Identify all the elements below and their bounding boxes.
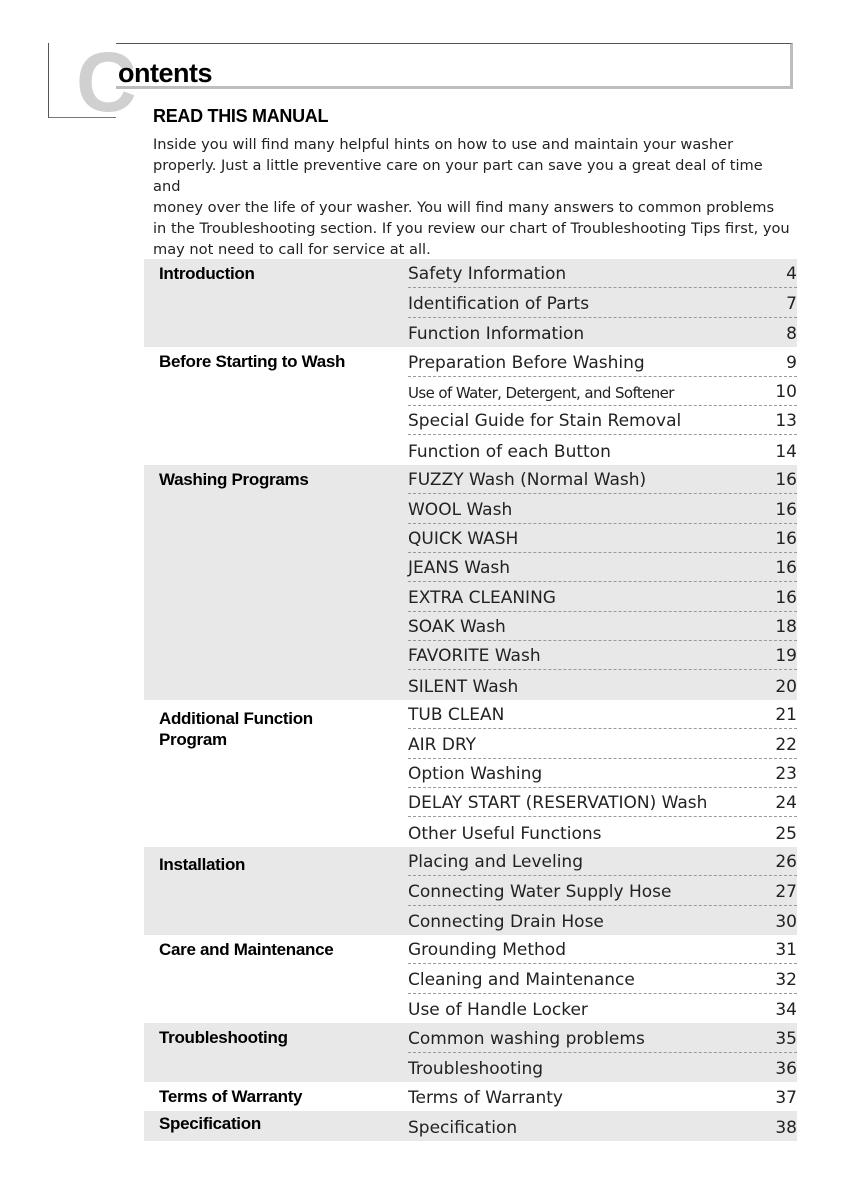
toc-section-title: Before Starting to Wash — [159, 352, 346, 372]
toc-entry-label: Safety Information — [408, 264, 567, 285]
paragraph-line: in the Troubleshooting section. If you review our chart of Troubleshooting Tips first, you — [153, 220, 790, 237]
toc-entry-page-number: 31 — [775, 940, 797, 961]
toc-section-title: Terms of Warranty — [159, 1086, 303, 1106]
toc-entry[interactable] — [408, 288, 797, 317]
toc-entry-page-number: 36 — [775, 1058, 797, 1079]
toc-entry-page-number: 38 — [775, 1117, 797, 1138]
toc-entry[interactable] — [408, 259, 797, 288]
toc-section — [144, 1082, 797, 1111]
toc-entry-label: Identification of Parts — [408, 293, 590, 314]
toc-entry-label: Troubleshooting — [408, 1058, 544, 1079]
paragraph-line: Inside you will find many helpful hints on how to use and maintain your washer — [153, 136, 734, 153]
toc-section-title: Introduction — [159, 264, 255, 283]
toc-entry[interactable] — [408, 670, 797, 699]
toc-entry[interactable] — [408, 347, 797, 376]
toc-entry[interactable] — [408, 788, 797, 817]
toc-section-title: Washing Programs — [159, 469, 309, 489]
toc-entry-page-number: 22 — [775, 734, 797, 755]
toc-entry-label: AIR DRY — [408, 734, 477, 755]
toc-entry-label: Option Washing — [408, 764, 543, 785]
toc-entry[interactable] — [408, 994, 797, 1023]
toc-entry-page-number: 7 — [786, 293, 797, 314]
toc-entry-label: Placing and Leveling — [408, 852, 583, 873]
toc-entry-label: DELAY START (RESERVATION) Wash — [408, 793, 708, 814]
toc-entry-page-number: 16 — [775, 587, 797, 608]
toc-entry[interactable] — [408, 1053, 797, 1082]
toc-entry-page-number: 21 — [775, 705, 797, 726]
toc-entry-label: Connecting Water Supply Hose — [408, 881, 672, 902]
toc-entry-label: Preparation Before Washing — [408, 352, 645, 373]
toc-section — [144, 465, 797, 700]
toc-section-title: Specification — [159, 1114, 261, 1134]
toc-entry-label: Other Useful Functions — [408, 823, 602, 844]
toc-entry-page-number: 30 — [775, 911, 797, 932]
toc-entry[interactable] — [408, 876, 797, 905]
table-of-contents — [144, 259, 797, 1141]
toc-entry[interactable] — [408, 494, 797, 523]
toc-entry-label: QUICK WASH — [408, 528, 519, 549]
toc-entry-label: Function of each Button — [408, 441, 611, 462]
toc-entry-label: SILENT Wash — [408, 676, 519, 697]
title-initial-letter: C — [76, 35, 137, 129]
toc-entry-label: TUB CLEAN — [408, 705, 505, 726]
toc-entry-label: JEANS Wash — [408, 558, 511, 579]
toc-entry[interactable] — [408, 1082, 797, 1111]
toc-entry-page-number: 16 — [775, 558, 797, 579]
toc-entry-label: EXTRA CLEANING — [408, 587, 556, 608]
toc-entry-page-number: 35 — [775, 1028, 797, 1049]
toc-entry-page-number: 25 — [775, 823, 797, 844]
toc-entry-page-number: 13 — [775, 411, 797, 432]
toc-entry[interactable] — [408, 759, 797, 788]
toc-section — [144, 1023, 797, 1082]
toc-entry-page-number: 26 — [775, 852, 797, 873]
toc-entry-page-number: 24 — [775, 793, 797, 814]
toc-entry[interactable] — [408, 435, 797, 464]
toc-entry-page-number: 16 — [775, 528, 797, 549]
toc-entry[interactable] — [408, 465, 797, 494]
toc-entry-page-number: 19 — [775, 646, 797, 667]
toc-entry-label: Connecting Drain Hose — [408, 911, 604, 932]
toc-entry[interactable] — [408, 553, 797, 582]
read-manual-heading: READ THIS MANUAL — [153, 106, 329, 126]
toc-entry-page-number: 23 — [775, 764, 797, 785]
toc-entry-label: Grounding Method — [408, 940, 566, 961]
paragraph-line: properly. Just a little preventive care on your part can save you a great deal of time and — [153, 157, 763, 195]
toc-section — [144, 935, 797, 1023]
toc-entry[interactable] — [408, 641, 797, 670]
toc-entry-page-number: 18 — [775, 617, 797, 638]
toc-section — [144, 347, 797, 465]
toc-entry[interactable] — [408, 406, 797, 435]
toc-entry[interactable] — [408, 612, 797, 641]
toc-section-title: Installation — [159, 854, 246, 874]
toc-entry-label: SOAK Wash — [408, 617, 506, 638]
toc-section — [144, 847, 797, 935]
toc-entry-label: Common washing problems — [408, 1028, 645, 1049]
toc-entry-label: FUZZY Wash (Normal Wash) — [408, 470, 647, 491]
toc-entry-page-number: 27 — [775, 881, 797, 902]
toc-section-title: Care and Maintenance — [159, 939, 334, 959]
toc-entry[interactable] — [408, 906, 797, 935]
toc-entry[interactable] — [408, 1111, 797, 1140]
toc-section — [144, 1111, 797, 1140]
toc-entry-label: Use of Handle Locker — [408, 1000, 588, 1021]
read-manual-paragraph — [153, 134, 793, 260]
page-title: ontents — [118, 58, 212, 88]
toc-entry[interactable] — [408, 729, 797, 758]
toc-entry-label: Function Information — [408, 324, 585, 345]
paragraph-line: money over the life of your washer. You will find many answers to common problems — [153, 199, 775, 216]
toc-entry-label: Cleaning and Maintenance — [408, 969, 635, 990]
toc-entry-page-number: 32 — [775, 969, 797, 990]
paragraph-line: may not need to call for service at all. — [153, 241, 431, 258]
toc-entry[interactable] — [408, 582, 797, 611]
toc-entry-page-number: 20 — [775, 676, 797, 697]
toc-entry[interactable] — [408, 700, 797, 729]
toc-entry-page-number: 4 — [786, 264, 797, 285]
toc-entry-page-number: 16 — [775, 499, 797, 520]
toc-entry[interactable] — [408, 1023, 797, 1052]
toc-section-title: Troubleshooting — [159, 1028, 288, 1048]
toc-entry-label: FAVORITE Wash — [408, 646, 541, 667]
toc-entry-page-number: 9 — [786, 352, 797, 373]
toc-section-title: Additional Function Program — [159, 708, 313, 749]
toc-entry-page-number: 37 — [775, 1088, 797, 1109]
toc-entry-label: Use of Water, Detergent, and Softener — [408, 383, 674, 402]
toc-entry-page-number: 10 — [775, 381, 797, 402]
toc-entry-label: Specification — [408, 1117, 518, 1138]
toc-entry[interactable] — [408, 817, 797, 846]
toc-entry[interactable] — [408, 318, 797, 347]
toc-entry-page-number: 16 — [775, 470, 797, 491]
toc-section — [144, 259, 797, 347]
toc-entry-page-number: 8 — [786, 324, 797, 345]
toc-section — [144, 700, 797, 847]
toc-entry-page-number: 34 — [775, 1000, 797, 1021]
toc-entry-label: WOOL Wash — [408, 499, 513, 520]
toc-entry-label: Terms of Warranty — [408, 1088, 563, 1109]
toc-entry[interactable] — [408, 847, 797, 876]
toc-entry-page-number: 14 — [775, 441, 797, 462]
toc-entry-label: Special Guide for Stain Removal — [408, 411, 682, 432]
toc-entry[interactable] — [408, 935, 797, 964]
toc-entry[interactable] — [408, 524, 797, 553]
toc-entry[interactable] — [408, 377, 797, 406]
toc-entry[interactable] — [408, 964, 797, 993]
